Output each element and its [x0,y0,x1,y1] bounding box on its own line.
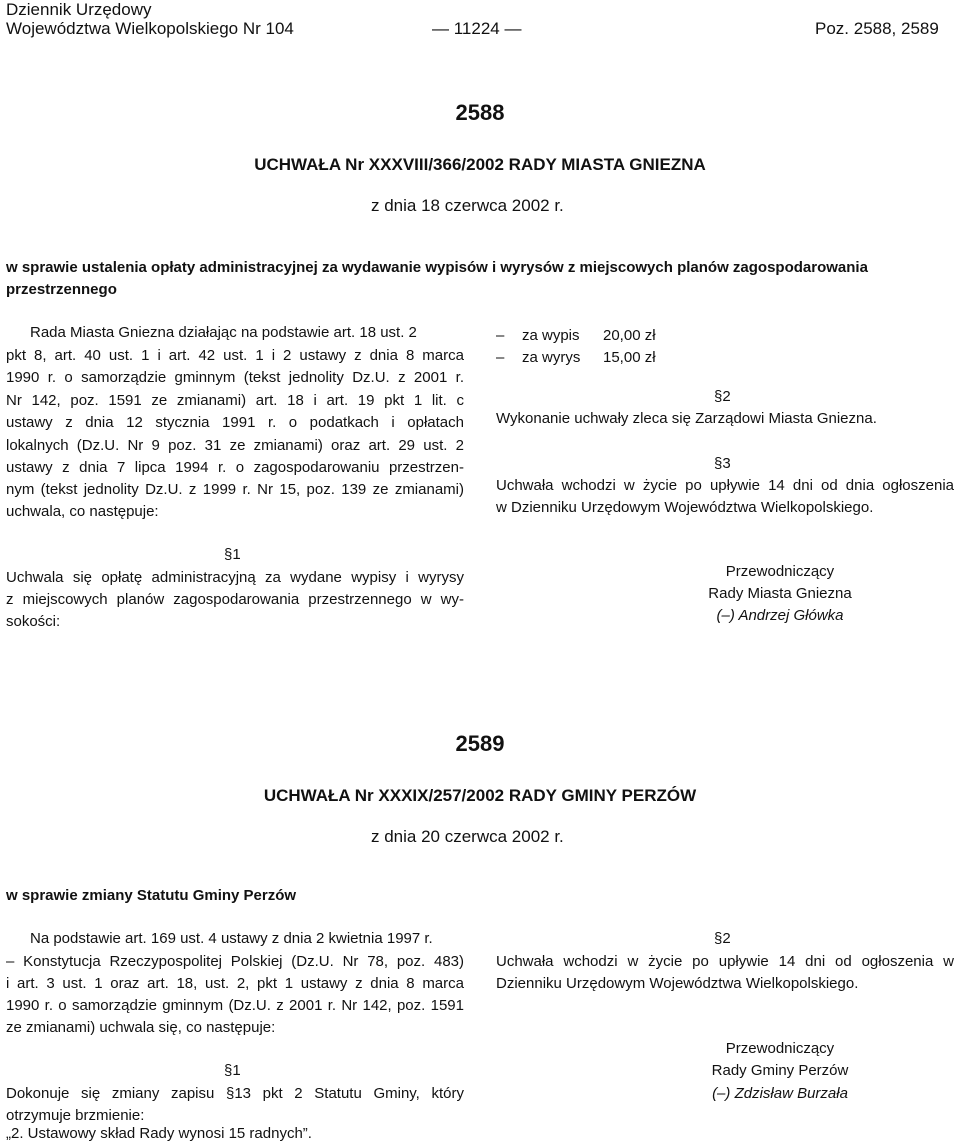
preamble-line: ustawy z dnia 7 lipca 1994 r. o zagospodarowaniu przestrzen- [6,459,464,476]
paragraph-heading: §1 [224,1062,241,1079]
preamble-line: 1990 r. o samorządzie gminnym (tekst jednolity Dz.U. z 2001 r. [6,369,464,386]
preamble-line: uchwala, co następuje: [6,503,159,520]
positions-label: Poz. 2588, 2589 [815,19,939,38]
paragraph-text-line: „2. Ustawowy skład Rady wynosi 15 radnych”. [6,1125,312,1142]
paragraph-heading: §2 [714,388,731,405]
doc-date: z dnia 20 czerwca 2002 r. [371,827,564,846]
paragraph-text-line: Uchwała wchodzi w życie po upływie 14 dni od dnia ogłoszenia [496,477,954,494]
preamble-line: Nr 142, poz. 1591 ze zmianami) art. 18 i art. 19 pkt 1 lit. c [6,392,464,409]
fee-label: za wyrys [522,349,581,366]
paragraph-text-line: Dzienniku Urzędowym Województwa Wielkopolskiego. [496,975,859,992]
fee-dash: – [496,349,505,366]
signature-name: (–) Andrzej Główka [716,607,844,624]
doc-date: z dnia 18 czerwca 2002 r. [371,196,564,215]
doc-subject-line2: przestrzennego [6,281,117,298]
paragraph-text-line: Uchwala się opłatę administracyjną za wydane wypisy i wyrysy [6,569,464,586]
paragraph-text-line: otrzymuje brzmienie: [6,1107,145,1124]
doc-subject-line1: w sprawie ustalenia opłaty administracyjnej za wydawanie wypisów i wyrysów z miejscowych planów zagospodarowania [6,259,868,276]
paragraph-heading: §2 [714,930,731,947]
journal-name-line2: Województwa Wielkopolskiego Nr 104 [6,19,294,38]
preamble-line: lokalnych (Dz.U. Nr 9 poz. 31 ze zmianami) oraz art. 29 ust. 2 [6,437,464,454]
signature-body: Rady Gminy Perzów [711,1062,849,1079]
preamble-line: ze zmianami) uchwala się, co następuje: [6,1019,276,1036]
paragraph-text-line: z miejscowych planów zagospodarowania przestrzennego w wy- [6,591,464,608]
fee-dash: – [496,327,505,344]
doc-title: UCHWAŁA Nr XXXIX/257/2002 RADY GMINY PERZÓW [263,786,697,805]
preamble-line: pkt 8, art. 40 ust. 1 i art. 42 ust. 1 i 2 ustawy z dnia 8 marca [6,347,464,364]
preamble-line: ustawy z dnia 12 stycznia 1991 r. o podatkach i opłatach [6,414,464,431]
preamble-line: i art. 3 ust. 1 oraz art. 18, ust. 2, pkt 1 ustawy z dnia 8 marca [6,975,464,992]
paragraph-heading: §3 [714,455,731,472]
signature-role: Przewodniczący [725,563,835,580]
paragraph-text-line: Uchwała wchodzi w życie po upływie 14 dni od ogłoszenia w [496,953,954,970]
preamble-line: Na podstawie art. 169 ust. 4 ustawy z dnia 2 kwietnia 1997 r. [30,930,433,947]
preamble-line: – Konstytucja Rzeczypospolitej Polskiej (Dz.U. Nr 78, poz. 483) [6,953,464,970]
journal-name-line1: Dziennik Urzędowy [6,0,152,19]
signature-name: (–) Zdzisław Burzała [712,1085,848,1102]
fee-amount: 20,00 zł [603,327,656,344]
paragraph-text-line: w Dzienniku Urzędowym Województwa Wielkopolskiego. [496,499,874,516]
doc-number: 2588 [455,100,505,125]
paragraph-text-line: sokości: [6,613,61,630]
signature-role: Przewodniczący [725,1040,835,1057]
preamble-line: 1990 r. o samorządzie gminnym (Dz.U. z 2001 r. Nr 142, poz. 1591 [6,997,464,1014]
fee-amount: 15,00 zł [603,349,656,366]
preamble-line: Rada Miasta Gniezna działając na podstawie art. 18 ust. 2 [30,324,417,341]
paragraph-text-line: Wykonanie uchwały zleca się Zarządowi Miasta Gniezna. [496,410,877,427]
paragraph-heading: §1 [224,546,241,563]
preamble-line: nym (tekst jednolity Dz.U. z 1999 r. Nr 15, poz. 139 ze zmianami) [6,481,464,498]
doc-subject: w sprawie zmiany Statutu Gminy Perzów [6,887,297,904]
signature-body: Rady Miasta Gniezna [708,585,852,602]
paragraph-text-line: Dokonuje się zmiany zapisu §13 pkt 2 Statutu Gminy, który [6,1085,464,1102]
doc-number: 2589 [455,731,505,756]
page-number: — 11224 — [432,19,522,38]
fee-label: za wypis [522,327,580,344]
doc-title: UCHWAŁA Nr XXXVIII/366/2002 RADY MIASTA GNIEZNA [254,155,706,174]
